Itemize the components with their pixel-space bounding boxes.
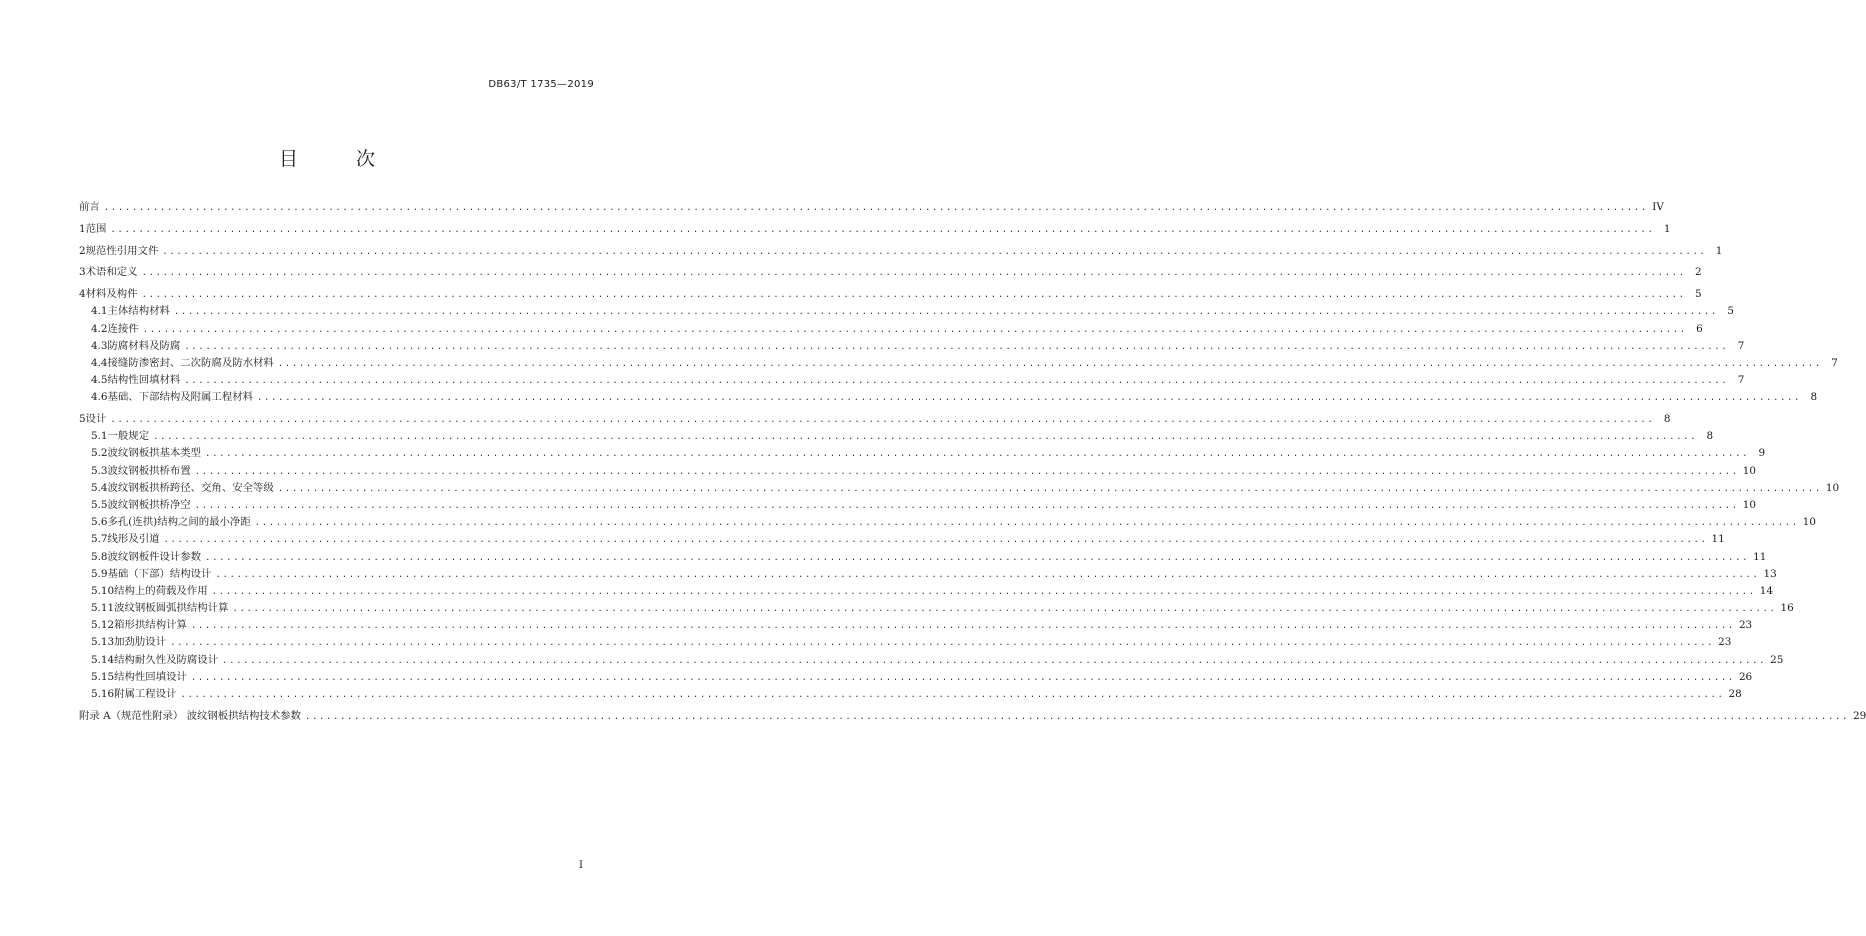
toc-entry[interactable] (79, 264, 1702, 281)
toc-entry-page: 10 (1742, 464, 1756, 477)
toc-entry[interactable] (79, 389, 1818, 406)
toc-entry-number: 5.6 (91, 516, 108, 529)
toc-entry-page: 23 (1718, 636, 1732, 649)
toc-entry-label: 加劲肋设计 (114, 636, 167, 649)
toc-dot-leader: ............................................................................................................................................................................................................................ (142, 324, 1687, 335)
toc-entry-number: 5.14 (91, 653, 115, 666)
toc-entry-page: 7 (1831, 356, 1838, 369)
toc-entry-page: 10 (1742, 498, 1756, 511)
toc-dot-leader: ............................................................................................................................................................................................................................ (110, 224, 1655, 235)
toc-entry[interactable] (79, 514, 1817, 531)
toc-entry-label: 一般规定 (107, 430, 150, 443)
toc-dot-leader: ............................................................................................................................................................................................................................ (180, 690, 1725, 701)
toc-entry-number: 4 (79, 288, 86, 301)
toc-dot-leader: ............................................................................................................................................................................................................................ (173, 307, 1718, 318)
page-number: I (579, 860, 583, 871)
toc-entry[interactable] (79, 566, 1777, 583)
toc-entry-page: 6 (1696, 322, 1703, 335)
toc-entry-page: 8 (1706, 430, 1714, 443)
toc-dot-leader: ............................................................................................................................................................................................................................ (153, 432, 1698, 443)
toc-entry-page: 13 (1763, 567, 1777, 580)
toc-entry-label: 主体结构材料 (107, 305, 170, 318)
toc-dot-leader: ............................................................................................................................................................................................................................ (141, 290, 1686, 301)
toc-entry-page: 9 (1758, 447, 1766, 460)
toc-entry-page: 1 (1663, 222, 1671, 235)
toc-entry[interactable] (79, 497, 1756, 514)
toc-entry[interactable] (79, 669, 1753, 686)
toc-dot-leader: ............................................................................................................................................................................................................................ (184, 376, 1729, 387)
toc-entry-label: 接缝防渗密封、二次防腐及防水材料 (107, 356, 274, 369)
toc-entry-number: 5.15 (91, 670, 115, 683)
toc-entry-label: 波纹钢板拱桥跨径、交角、安全等级 (107, 481, 274, 494)
toc-entry-page: IV (1652, 201, 1664, 213)
toc-entry-label: 防腐材料及防腐 (107, 339, 181, 352)
toc-entry-page: 5 (1695, 288, 1702, 301)
doc-code: DB63/T 1735—2019 (488, 79, 594, 90)
toc-entry[interactable] (79, 372, 1745, 389)
toc-entry-label: 规范性引用文件 (85, 244, 159, 257)
toc-entry-page: 16 (1780, 602, 1794, 615)
toc-entry-page: 26 (1738, 670, 1753, 683)
toc-entry-label: 附录 A（规范性附录） 波纹钢板拱结构技术参数 (79, 709, 301, 722)
toc-entry[interactable] (79, 428, 1714, 445)
toc-dot-leader: ............................................................................................................................................................................................................................ (184, 341, 1729, 352)
toc-entry-number: 5.5 (91, 498, 108, 511)
toc-entry-number: 5.2 (91, 447, 108, 460)
toc-dot-leader: ............................................................................................................................................................................................................................ (254, 518, 1799, 529)
toc-entry-page: 10 (1825, 481, 1840, 494)
toc-entry-label: 附属工程设计 (114, 688, 177, 701)
toc-entry-label: 设计 (85, 413, 107, 426)
toc-entry[interactable] (79, 708, 1866, 725)
toc-entry[interactable] (79, 463, 1756, 480)
toc-entry[interactable] (79, 221, 1671, 238)
toc-entry-number: 4.4 (91, 356, 108, 369)
toc-dot-leader: ............................................................................................................................................................................................................................ (194, 466, 1739, 477)
toc-entry-number: 5.12 (91, 619, 115, 632)
toc-entry-number: 5.8 (91, 550, 108, 563)
toc-entry[interactable] (79, 549, 1767, 566)
toc-entry-number: 5.11 (91, 602, 115, 615)
toc-entry-page: 8 (1810, 391, 1818, 404)
toc-dot-leader: ............................................................................................................................................................................................................................ (257, 393, 1802, 404)
toc-dot-leader: ............................................................................................................................................................................................................................ (277, 483, 1822, 494)
toc-entry-page: 5 (1727, 305, 1734, 318)
toc-entry-page: 8 (1663, 413, 1671, 426)
toc-dot-leader: ............................................................................................................................................................................................................................ (162, 246, 1707, 257)
toc-entry[interactable] (79, 583, 1773, 600)
toc-entry-number: 5.16 (91, 688, 115, 701)
toc-entry-page: 11 (1753, 550, 1767, 563)
toc-dot-leader: ............................................................................................................................................................................................................................ (141, 268, 1686, 279)
table-of-contents (79, 199, 1866, 725)
toc-entry-number: 5.1 (91, 430, 108, 443)
toc-entry[interactable] (79, 445, 1766, 462)
toc-entry-page: 25 (1770, 653, 1784, 666)
toc-entry[interactable] (79, 355, 1838, 372)
toc-entry-number: 5.7 (91, 533, 108, 546)
toc-entry-number: 5.13 (91, 636, 115, 649)
toc-entry-label: 结构性回填材料 (107, 374, 181, 387)
toc-entry-page: 1 (1715, 244, 1723, 257)
toc-entry[interactable] (79, 411, 1671, 428)
toc-dot-leader: ............................................................................................................................................................................................................................ (103, 203, 1648, 213)
toc-dot-leader: ............................................................................................................................................................................................................................ (232, 604, 1777, 615)
toc-entry-number: 5 (79, 413, 86, 426)
toc-entry[interactable] (79, 531, 1725, 548)
toc-entry-number: 5.4 (91, 481, 108, 494)
toc-entry[interactable] (79, 480, 1840, 497)
toc-entry[interactable] (79, 600, 1794, 617)
toc-entry[interactable] (79, 199, 1664, 216)
toc-entry[interactable] (79, 338, 1745, 355)
toc-dot-leader: ............................................................................................................................................................................................................................ (205, 552, 1750, 563)
toc-entry-number: 5.9 (91, 567, 108, 580)
toc-entry-label: 波纹钢板拱桥布置 (107, 464, 191, 477)
toc-dot-leader: ............................................................................................................................................................................................................................ (170, 638, 1715, 649)
toc-entry-page: 7 (1737, 339, 1745, 352)
toc-entry-label: 波纹钢板拱桥净空 (107, 498, 191, 511)
toc-entry-label: 基础（下部）结构设计 (107, 567, 212, 580)
toc-dot-leader: ............................................................................................................................................................................................................................ (190, 672, 1735, 683)
toc-entry-page: 14 (1759, 584, 1773, 597)
toc-entry-label: 结构上的荷载及作用 (114, 584, 208, 597)
toc-entry-label: 基础、下部结构及附属工程材料 (107, 391, 253, 404)
toc-entry-label: 前言 (79, 201, 100, 213)
toc-entry-number: 1 (79, 222, 86, 235)
toc-entry-page: 7 (1737, 374, 1745, 387)
toc-entry-label: 结构耐久性及防腐设计 (114, 653, 219, 666)
toc-entry-label: 线形及引道 (107, 533, 160, 546)
toc-dot-leader: ............................................................................................................................................................................................................................ (110, 415, 1655, 426)
toc-entry[interactable] (79, 303, 1734, 320)
toc-entry-page: 29 (1852, 709, 1866, 722)
toc-entry-number: 5.10 (91, 584, 115, 597)
toc-entry-page: 28 (1728, 688, 1742, 701)
toc-entry[interactable] (79, 686, 1742, 703)
toc-entry-number: 5.3 (91, 464, 108, 477)
toc-entry[interactable] (79, 634, 1732, 651)
toc-dot-leader: ............................................................................................................................................................................................................................ (222, 655, 1767, 666)
toc-entry-label: 波纹钢板拱基本类型 (107, 447, 202, 460)
toc-entry-number: 4.5 (91, 374, 108, 387)
toc-dot-leader: ............................................................................................................................................................................................................................ (205, 449, 1750, 460)
toc-entry-label: 术语和定义 (85, 266, 138, 279)
toc-entry-label: 材料及构件 (85, 288, 138, 301)
toc-entry-number: 3 (79, 266, 86, 279)
toc-entry-number: 2 (79, 244, 86, 257)
toc-dot-leader: ............................................................................................................................................................................................................................ (190, 621, 1735, 632)
page-title: 目 次 (278, 148, 402, 170)
toc-entry-number: 4.1 (91, 305, 108, 318)
toc-entry-label: 波纹钢板件设计参数 (107, 550, 202, 563)
toc-dot-leader: ............................................................................................................................................................................................................................ (304, 711, 1849, 722)
toc-entry-number: 4.2 (91, 322, 108, 335)
toc-dot-leader: ............................................................................................................................................................................................................................ (211, 586, 1756, 597)
toc-dot-leader: ............................................................................................................................................................................................................................ (194, 500, 1739, 511)
toc-entry[interactable] (79, 652, 1784, 669)
toc-entry-label: 箱形拱结构计算 (114, 619, 187, 632)
toc-dot-leader: ............................................................................................................................................................................................................................ (163, 535, 1708, 546)
toc-entry-label: 波纹钢板圆弧拱结构计算 (114, 602, 229, 615)
toc-entry[interactable] (79, 243, 1723, 260)
toc-entry-label: 连接件 (107, 322, 139, 335)
toc-entry-page: 2 (1695, 266, 1702, 279)
toc-entry-label: 多孔(连拱)结构之间的最小净距 (107, 516, 251, 529)
toc-entry-number: 4.6 (91, 391, 108, 404)
toc-dot-leader: ............................................................................................................................................................................................................................ (215, 569, 1760, 580)
toc-entry-page: 11 (1711, 533, 1725, 546)
toc-entry-page: 10 (1802, 516, 1817, 529)
toc-entry[interactable] (79, 286, 1702, 303)
toc-entry-page: 23 (1738, 619, 1753, 632)
toc-entry-label: 结构性回填设计 (114, 670, 187, 683)
toc-entry-label: 范围 (85, 222, 107, 235)
toc-entry[interactable] (79, 321, 1703, 338)
toc-dot-leader: ............................................................................................................................................................................................................................ (277, 358, 1822, 369)
toc-entry[interactable] (79, 617, 1753, 634)
toc-entry-number: 4.3 (91, 339, 108, 352)
